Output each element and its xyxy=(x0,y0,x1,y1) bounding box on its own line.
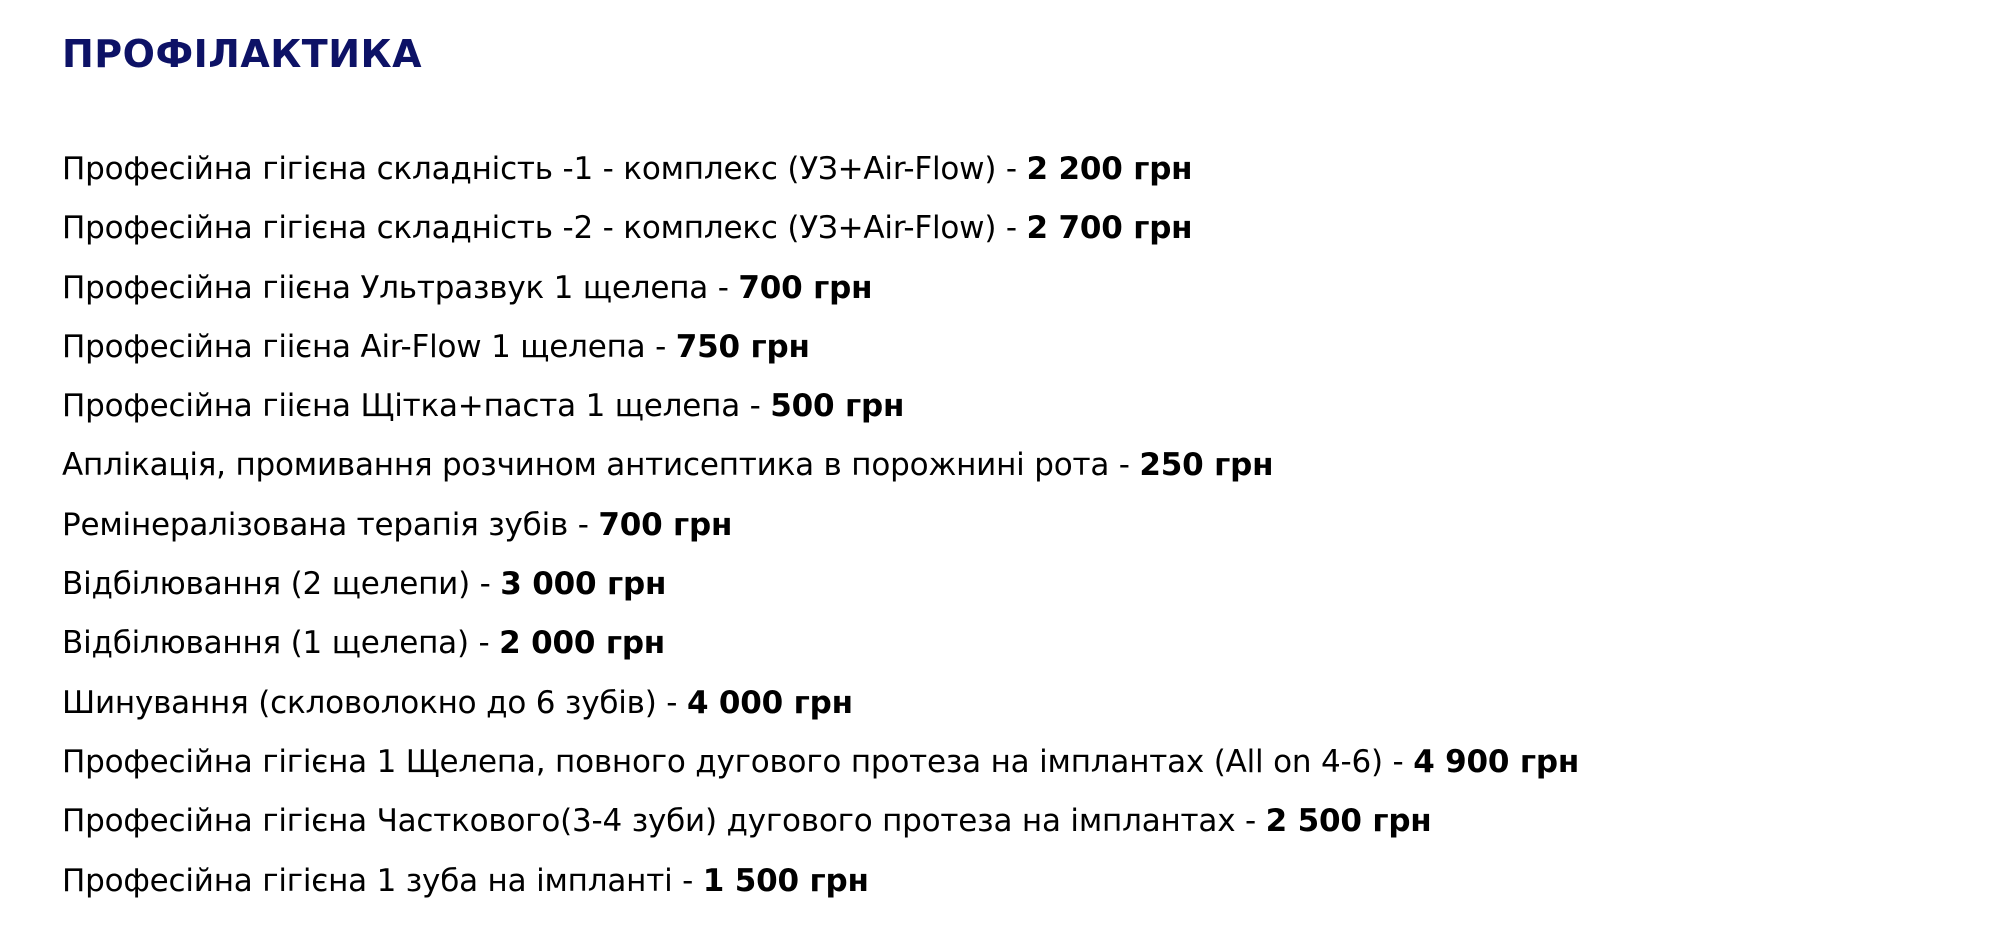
service-name: Ремінералізована терапія зубів xyxy=(62,506,569,543)
price-separator: - xyxy=(1235,803,1266,840)
service-name: Професійна гігієна складність -1 - комплекс (УЗ+Air-Flow) xyxy=(62,151,997,187)
price-item xyxy=(62,381,1579,440)
price-item xyxy=(62,618,1579,677)
price-separator: - xyxy=(672,862,703,899)
service-price: 750 грн xyxy=(675,328,810,365)
service-price: 1 500 грн xyxy=(702,862,869,899)
price-list xyxy=(62,144,1579,915)
price-separator: - xyxy=(468,625,500,662)
price-item xyxy=(62,856,1579,915)
price-item xyxy=(62,737,1579,796)
price-separator: - xyxy=(470,566,501,603)
service-name: Професійна гіієна Щітка+паста 1 щелепа xyxy=(62,388,740,425)
service-name: Професійна гіієна Ультразвук 1 щелепа xyxy=(62,269,709,306)
service-name: Відбілювання (2 щелепи) xyxy=(62,566,470,603)
price-separator: - xyxy=(568,506,599,543)
price-separator: - xyxy=(645,328,676,365)
price-separator: - xyxy=(996,210,1027,247)
price-item xyxy=(62,796,1579,855)
section-title: ПРОФІЛАКТИКА xyxy=(62,32,423,76)
service-price: 2 500 грн xyxy=(1265,803,1432,840)
service-price: 250 грн xyxy=(1139,447,1274,484)
service-price: 700 грн xyxy=(598,506,733,543)
price-separator: - xyxy=(708,269,739,306)
service-price: 2 700 грн xyxy=(1026,210,1193,247)
service-price: 4 900 грн xyxy=(1413,743,1580,780)
price-item xyxy=(62,440,1579,499)
service-name: Професійна гігієна складність -2 - комплекс (УЗ+Air-Flow) xyxy=(62,210,997,247)
service-name: Професійна гігієна 1 Щелепа, повного дугового протеза на імплантах (All on 4-6) xyxy=(62,743,1383,780)
service-price: 500 грн xyxy=(770,388,905,425)
service-price: 2 200 грн xyxy=(1026,151,1193,187)
price-separator: - xyxy=(1109,447,1140,484)
price-separator: - xyxy=(996,151,1027,187)
price-item xyxy=(62,322,1579,381)
service-name: Шинування (скловолокно до 6 зубів) xyxy=(62,684,657,721)
service-name: Професійна гігієна 1 зуба на імпланті xyxy=(62,862,673,899)
price-separator: - xyxy=(656,684,687,721)
price-item xyxy=(62,144,1579,203)
price-item xyxy=(62,263,1579,322)
price-separator: - xyxy=(740,388,771,425)
service-price: 2 000 грн xyxy=(499,625,666,662)
service-price: 4 000 грн xyxy=(686,684,853,721)
price-item xyxy=(62,559,1579,618)
service-price: 700 грн xyxy=(738,269,873,306)
price-item xyxy=(62,678,1579,737)
price-item xyxy=(62,203,1579,262)
service-name: Аплікація, промивання розчином антисептика в порожнині рота xyxy=(62,447,1110,484)
service-name: Професійна гіієна Air-Flow 1 щелепа xyxy=(62,328,646,365)
price-separator: - xyxy=(1382,743,1414,780)
service-price: 3 000 грн xyxy=(500,566,667,603)
service-name: Професійна гігієна Часткового(3-4 зуби) дугового протеза на імплантах xyxy=(62,803,1236,840)
price-item xyxy=(62,500,1579,559)
service-name: Відбілювання (1 щелепа) xyxy=(62,625,469,662)
